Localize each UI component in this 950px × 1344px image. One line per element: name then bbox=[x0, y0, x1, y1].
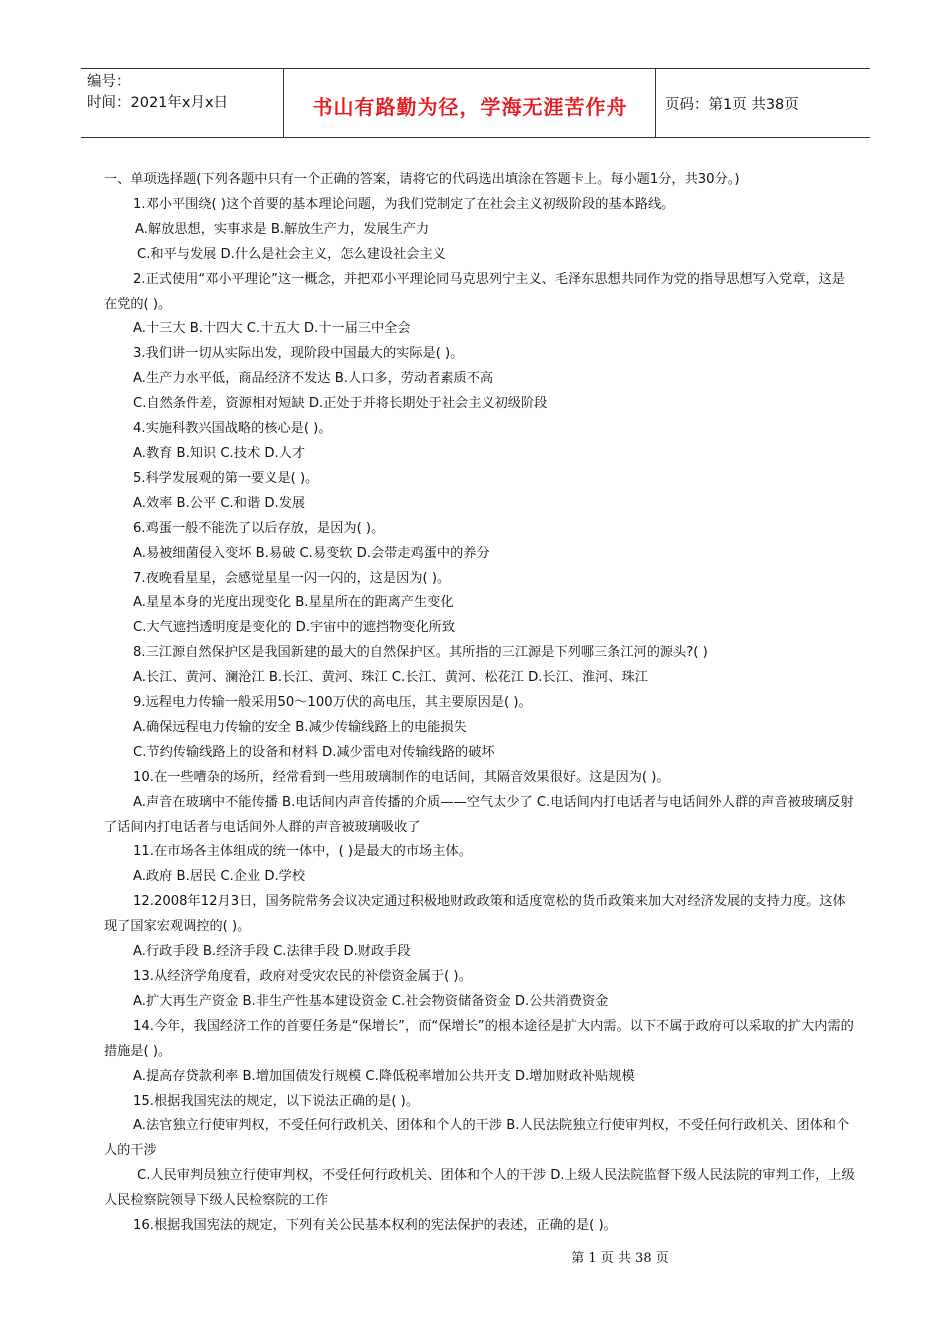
question-text: 9.远程电力传输一般采用50～100万伏的高电压，其主要原因是( )。 bbox=[133, 695, 532, 711]
answer-options: A.长江、黄河、澜沧江 B.长江、黄河、珠江 C.长江、黄河、松花江 D.长江、淮河、珠江 bbox=[133, 670, 648, 686]
answer-options: A.确保远程电力传输的安全 B.减少传输线路上的电能损失 bbox=[133, 719, 467, 735]
question-text: 14.今年，我国经济工作的首要任务是“保增长”，而“保增长”的根本途径是扩大内需。以下不属于政府可以采取的扩大内需的措施是( )。 bbox=[104, 1018, 854, 1059]
page-info: 页码：第1页 共38页 bbox=[665, 97, 799, 113]
motto: 书山有路勤为径，学海无涯苦作舟 bbox=[312, 95, 628, 119]
time-label: 时间：2021年x月x日 bbox=[87, 95, 229, 111]
question-text: 11.在市场各主体组成的统一体中，( )是最大的市场主体。 bbox=[133, 844, 472, 860]
answer-options: A.易被细菌侵入变坏 B.易破 C.易变软 D.会带走鸡蛋中的养分 bbox=[133, 545, 490, 561]
answer-options: C.节约传输线路上的设备和材料 D.减少雷电对传输线路的破坏 bbox=[133, 744, 495, 760]
answer-options: C.大气遮挡透明度是变化的 D.宇宙中的遮挡物变化所致 bbox=[133, 620, 456, 636]
number-label: 编号： bbox=[87, 74, 131, 90]
question-text: 13.从经济学角度看，政府对受灾农民的补偿资金属于( )。 bbox=[133, 969, 472, 984]
answer-options: A.教育 B.知识 C.技术 D.人才 bbox=[133, 445, 306, 461]
answer-options: A.政府 B.居民 C.企业 D.学校 bbox=[133, 869, 306, 885]
answer-options: C.自然条件差，资源相对短缺 D.正处于并将长期处于社会主义初级阶段 bbox=[133, 396, 548, 412]
answer-options: A.解放思想，实事求是 B.解放生产力，发展生产力 bbox=[135, 221, 430, 237]
question-text: 8.三江源自然保护区是我国新建的最大的自然保护区。其所指的三江源是下列哪三条江河的源头?( ) bbox=[133, 645, 708, 661]
question-text: 5.科学发展观的第一要义是( )。 bbox=[133, 470, 319, 486]
section-title: 一、单项选择题(下列各题中只有一个正确的答案，请将它的代码选出填涂在答题卡上。每小题1分，共30分。) bbox=[104, 172, 740, 187]
answer-options: A.法官独立行使审判权，不受任何行政机关、团体和个人的干涉 B.人民法院独立行使审判权，不受任何行政机关、团体和个人的干涉 bbox=[104, 1118, 850, 1159]
question-text: 12.2008年12月3日，国务院常务会议决定通过积极地财政政策和适度宽松的货币政策来加大对经济发展的支持力度。这体现了国家宏观调控的( )。 bbox=[104, 894, 846, 935]
header-meta bbox=[87, 72, 228, 114]
question-text: 7.夜晚看星星，会感觉星星一闪一闪的，这是因为( )。 bbox=[133, 570, 451, 586]
document-body bbox=[104, 168, 856, 1239]
question-text: 1.邓小平围绕( )这个首要的基本理论问题，为我们党制定了在社会主义初级阶段的基本路线。 bbox=[133, 196, 675, 212]
answer-options: A.星星本身的光度出现变化 B.星星所在的距离产生变化 bbox=[133, 595, 454, 611]
question-text: 4.实施科教兴国战略的核心是( )。 bbox=[133, 421, 332, 437]
answer-options: A.效率 B.公平 C.和谐 D.发展 bbox=[133, 495, 306, 511]
answer-options: C.人民审判员独立行使审判权，不受任何行政机关、团体和个人的干涉 D.上级人民法院监督下级人民法院的审判工作，上级人民检察院领导下级人民检察院的工作 bbox=[104, 1168, 855, 1209]
answer-options: C.和平与发展 D.什么是社会主义，怎么建设社会主义 bbox=[137, 246, 446, 262]
answer-options: A.扩大再生产资金 B.非生产性基本建设资金 C.社会物资储备资金 D.公共消费资金 bbox=[133, 993, 609, 1009]
question-text: 10.在一些嘈杂的场所，经常看到一些用玻璃制作的电话间，其隔音效果很好。这是因为( )。 bbox=[133, 769, 670, 785]
answer-options: A.十三大 B.十四大 C.十五大 D.十一届三中全会 bbox=[133, 321, 411, 337]
question-text: 3.我们讲一切从实际出发，现阶段中国最大的实际是( )。 bbox=[133, 346, 464, 362]
question-text: 16.根据我国宪法的规定，下列有关公民基本权利的宪法保护的表述，正确的是( )。 bbox=[133, 1218, 617, 1234]
question-text: 2.正式使用“邓小平理论”这一概念，并把邓小平理论同马克思列宁主义、毛泽东思想共同作为党的指导思想写入党章，这是在党的( )。 bbox=[104, 271, 845, 312]
answer-options: A.声音在玻璃中不能传播 B.电话间内声音传播的介质——空气太少了 C.电话间内打电话者与电话间外人群的声音被玻璃反射了话间内打电话者与电话间外人群的声音被玻璃吸收了 bbox=[104, 794, 854, 835]
header-table bbox=[81, 68, 870, 138]
page-footer: 第 1 页 共 38 页 bbox=[571, 1251, 669, 1266]
answer-options: A.提高存贷款利率 B.增加国债发行规模 C.降低税率增加公共开支 D.增加财政补贴规模 bbox=[133, 1068, 635, 1084]
question-text: 6.鸡蛋一般不能洗了以后存放，是因为( )。 bbox=[133, 520, 385, 536]
answer-options: A.生产力水平低，商品经济不发达 B.人口多，劳动者素质不高 bbox=[133, 371, 494, 387]
answer-options: A.行政手段 B.经济手段 C.法律手段 D.财政手段 bbox=[133, 944, 411, 960]
question-text: 15.根据我国宪法的规定，以下说法正确的是( )。 bbox=[133, 1093, 420, 1109]
